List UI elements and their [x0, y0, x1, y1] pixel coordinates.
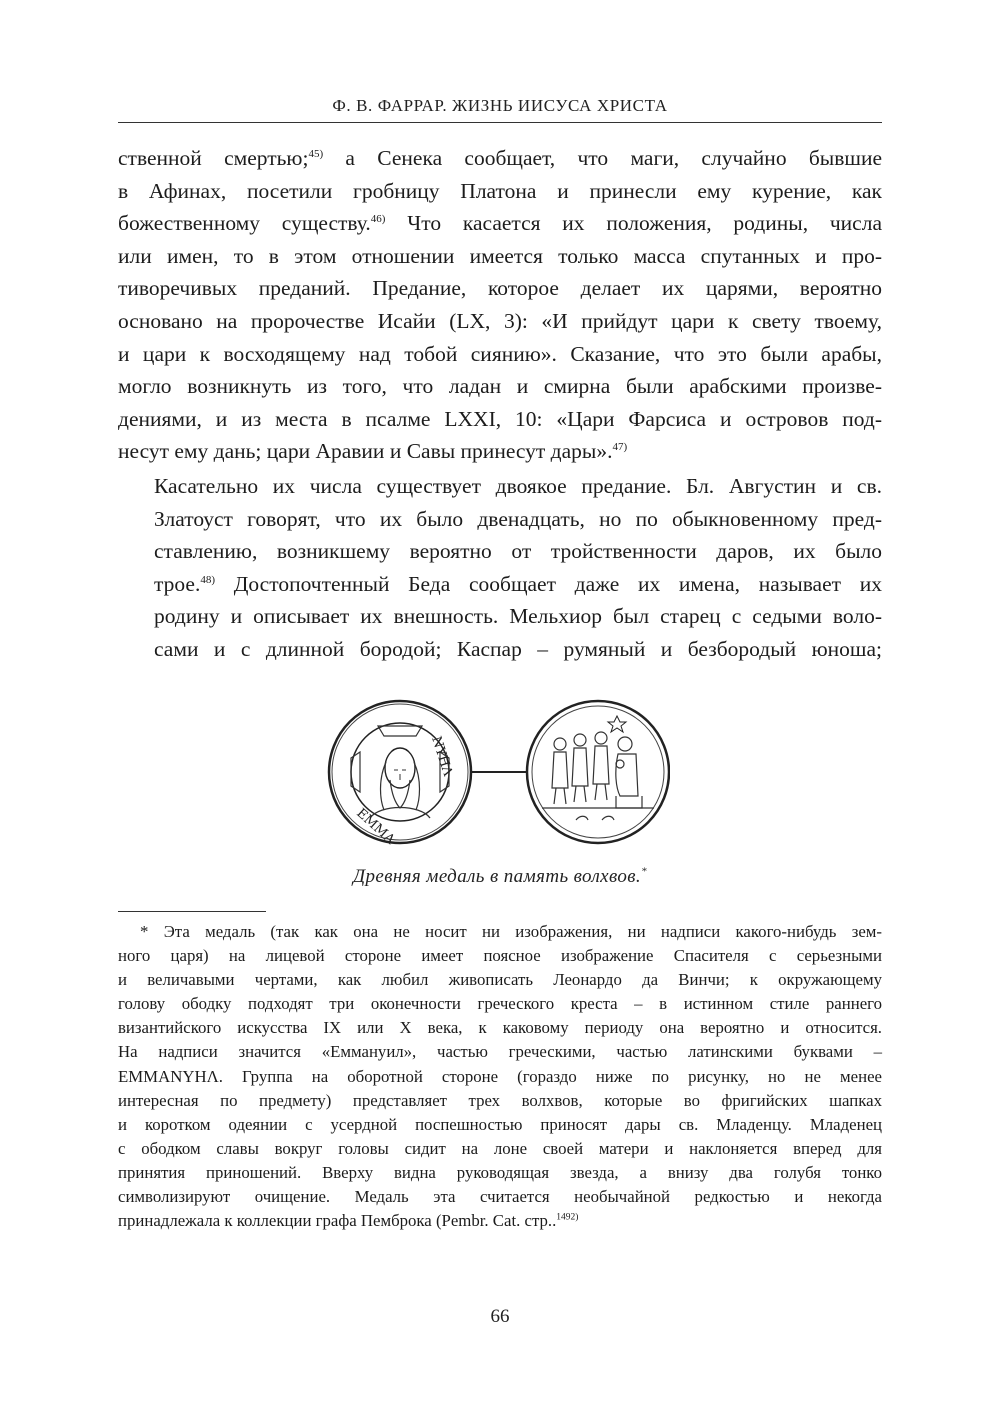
footnote-line: голову ободку подходят три оконечности греческого креста – в истинном стиле раннего — [118, 994, 882, 1014]
footnote-line: и коротком одеянии с усердной поспешностью приносят дары св. Младенцу. Младенец — [118, 1114, 882, 1134]
star-icon — [608, 716, 626, 732]
text-line: и цари к восходящему над тобой сиянию». Сказание, что это были арабы, — [118, 341, 882, 366]
text-line: родину и описывает их внешность. Мельхиор был старец с седыми воло- — [154, 604, 882, 629]
text-run: несут ему дань; цари Аравии и Савы принесут дары». — [118, 439, 613, 464]
footnote-rule — [118, 911, 266, 912]
text-line: сами и с длинной бородой; Каспар – румяный и безбородый юноша; — [154, 636, 882, 661]
medal-reverse — [527, 701, 669, 843]
text-run: трое. — [154, 571, 201, 596]
text-line: Златоуст говорят, что их было двенадцать, но по обыкновенному пред- — [154, 506, 882, 531]
text-line — [118, 207, 882, 240]
obverse-inscription-right: NΥHΛ — [428, 734, 456, 778]
running-header: Ф. В. ФАРРАР. ЖИЗНЬ ИИСУСА ХРИСТА — [332, 96, 668, 115]
medal-obverse — [329, 701, 471, 848]
text-line — [118, 568, 882, 601]
text-line: тиворечивых преданий. Предание, которое делает их царями, вероятно — [118, 276, 882, 301]
text-run: Достопочтенный Беда сообщает даже их имена, называет их — [215, 571, 882, 596]
text-run: божественному существу. — [118, 211, 371, 236]
page-number: 66 — [490, 1306, 510, 1327]
footnote-line: ЕММАNΥHΛ. Группа на оборотной стороне (гораздо ниже по рисунку, но не менее — [118, 1066, 882, 1086]
footnote-line: византийского искусства IX или X века, к каковому периоду она вероятно и относится. — [118, 1018, 882, 1038]
doves-icon — [576, 816, 614, 820]
footnote-line: На надписи значится «Еммануил», частью греческими, частью латинскими буквами – — [118, 1042, 882, 1062]
footnote-ref-48: 48) — [200, 573, 216, 586]
footnote-line: интересная по предмету) представляет трех волхвов, которые во фригийских шапках — [118, 1090, 882, 1110]
text-line: или имен, то в этом отношении имеется только масса спутанных и про- — [118, 243, 882, 268]
footnote-line: * Эта медаль (так как она не носит ни изображения, ни надписи какого-нибудь зем- — [140, 922, 882, 941]
obverse-inscription-left: ЕММА — [353, 805, 398, 848]
footnote-line: ного царя) на лицевой стороне имеет поясное изображение Спасителя с серьезными — [118, 946, 882, 966]
text-run: принадлежала к коллекции графа Пемброка (Pembr. Cat. стр.. — [118, 1211, 557, 1231]
footnote-ref-46: 46) — [370, 213, 386, 226]
text-run: Что касается их положения, родины, числа — [385, 211, 882, 236]
footnote-line: символизируют очищение. Медаль эта считается необычайной редкостью и некогда — [118, 1187, 882, 1207]
header-rule — [118, 122, 882, 123]
text-line — [118, 142, 882, 175]
text-line: ставлению, возникшему вероятно от тройственности даров, их было — [154, 539, 882, 564]
figure-caption — [118, 866, 882, 888]
footnote — [118, 920, 882, 1233]
footnote-line: и величавыми чертами, как любил живописать Леонардо да Винчи; к окружающему — [118, 970, 882, 990]
footnote-ref-1492: 1492) — [556, 1212, 579, 1223]
text-line: Касательно их числа существует двоякое предание. Бл. Августин и св. — [154, 473, 882, 498]
text-run: а Сенека сообщает, что маги, случайно бывшие — [323, 146, 882, 170]
caption-footnote-mark: * — [641, 865, 647, 878]
footnote-line: с ободком славы вокруг головы сидит на лоне своей матери и наклоняется вперед для — [118, 1138, 882, 1158]
paragraph-2 — [118, 470, 882, 666]
footnote-ref-45: 45) — [308, 147, 324, 160]
footnote-line: принятия приношений. Вверху видна руководящая звезда, а внизу два голубя тонко — [118, 1162, 882, 1182]
caption-text: Древняя медаль в память волхвов. — [352, 866, 642, 887]
text-line: в Афинах, посетили гробницу Платона и принесли ему курение, как — [118, 178, 882, 203]
main-text — [118, 142, 882, 666]
medal-illustration — [320, 692, 670, 852]
paragraph-1 — [118, 142, 882, 435]
text-line: основано на пророчестве Исайи (LX, 3): «И прийдут цари к свету твоему, — [118, 308, 882, 333]
footnote-ref-47: 47) — [612, 441, 628, 454]
paragraph-1-last-line — [118, 435, 882, 468]
text-line: дениями, и из места в псалме LXXI, 10: «Цари Фарсиса и островов под- — [118, 406, 882, 431]
footnote-line — [118, 1209, 882, 1233]
text-run: ственной смертью; — [118, 146, 309, 170]
text-line: могло возникнуть из того, что ладан и смирна были арабскими произве- — [118, 374, 882, 399]
